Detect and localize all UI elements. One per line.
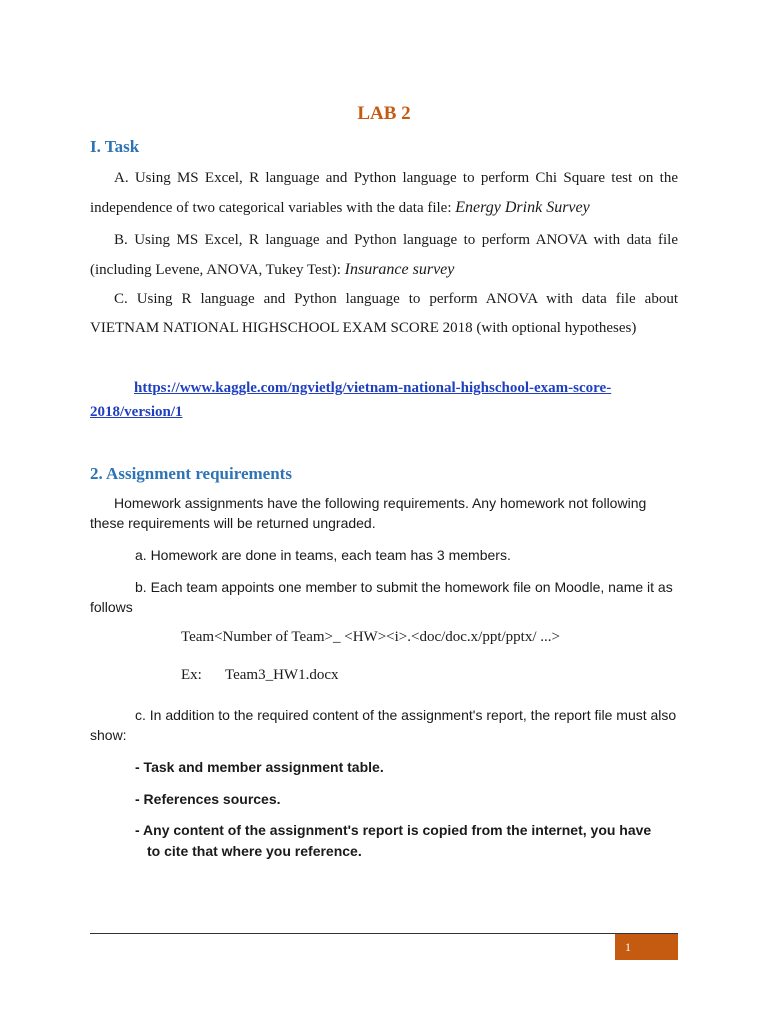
requirement-bullet-1: - Task and member assignment table.	[135, 759, 384, 775]
section-heading-task: I. Task	[90, 137, 140, 156]
task-item-c-text: C. Using R language and Python language to perform ANOVA with data file about VIETNAM NATIONAL HIGHSCHOOL EXAM SCORE 2018 (with optional hypotheses)	[90, 291, 678, 336]
section-heading-requirements: 2. Assignment requirements	[90, 464, 292, 483]
requirement-bullet-3-line1: - Any content of the assignment's report is copied from the internet, you have	[135, 822, 652, 838]
task-item-c	[90, 285, 678, 343]
naming-format: Team<Number of Team>_ <HW><i>.<doc/doc.x/ppt/pptx/ ...>	[181, 629, 560, 645]
kaggle-link-line1[interactable]: https://www.kaggle.com/ngvietlg/vietnam-national-highschool-exam-score-	[134, 380, 612, 396]
requirement-a: a. Homework are done in teams, each team has 3 members.	[135, 547, 511, 563]
requirement-c-text: c. In addition to the required content of the assignment's report, the report file must also show:	[90, 707, 677, 743]
requirement-c	[90, 705, 678, 745]
page-number-badge: 1	[615, 934, 678, 960]
kaggle-link-line2[interactable]: 2018/version/1	[90, 404, 183, 420]
requirement-bullet-2: - References sources.	[135, 791, 281, 807]
requirements-intro	[90, 493, 678, 533]
footer-divider	[90, 933, 678, 934]
task-item-a-text: A. Using MS Excel, R language and Python language to perform Chi Square test on the independence of two categorical variables with the data file:	[90, 170, 678, 216]
page-title: LAB 2	[357, 103, 411, 124]
task-item-b	[90, 225, 678, 285]
requirement-b	[90, 577, 678, 617]
task-item-b-text: B. Using MS Excel, R language and Python language to perform ANOVA with data file (including Levene, ANOVA, Tukey Test):	[90, 232, 678, 278]
task-item-a	[90, 163, 678, 223]
example-value: Team3_HW1.docx	[225, 667, 339, 683]
task-item-a-file: Energy Drink Survey	[455, 199, 590, 216]
task-item-b-file: Insurance survey	[344, 261, 455, 278]
requirement-bullet-3-line2: to cite that where you reference.	[147, 843, 362, 859]
requirement-b-text: b. Each team appoints one member to submit the homework file on Moodle, name it as follows	[90, 579, 673, 615]
requirements-intro-text: Homework assignments have the following requirements. Any homework not following these requirements will be returned ungraded.	[90, 495, 647, 531]
example-label: Ex:	[181, 667, 202, 683]
